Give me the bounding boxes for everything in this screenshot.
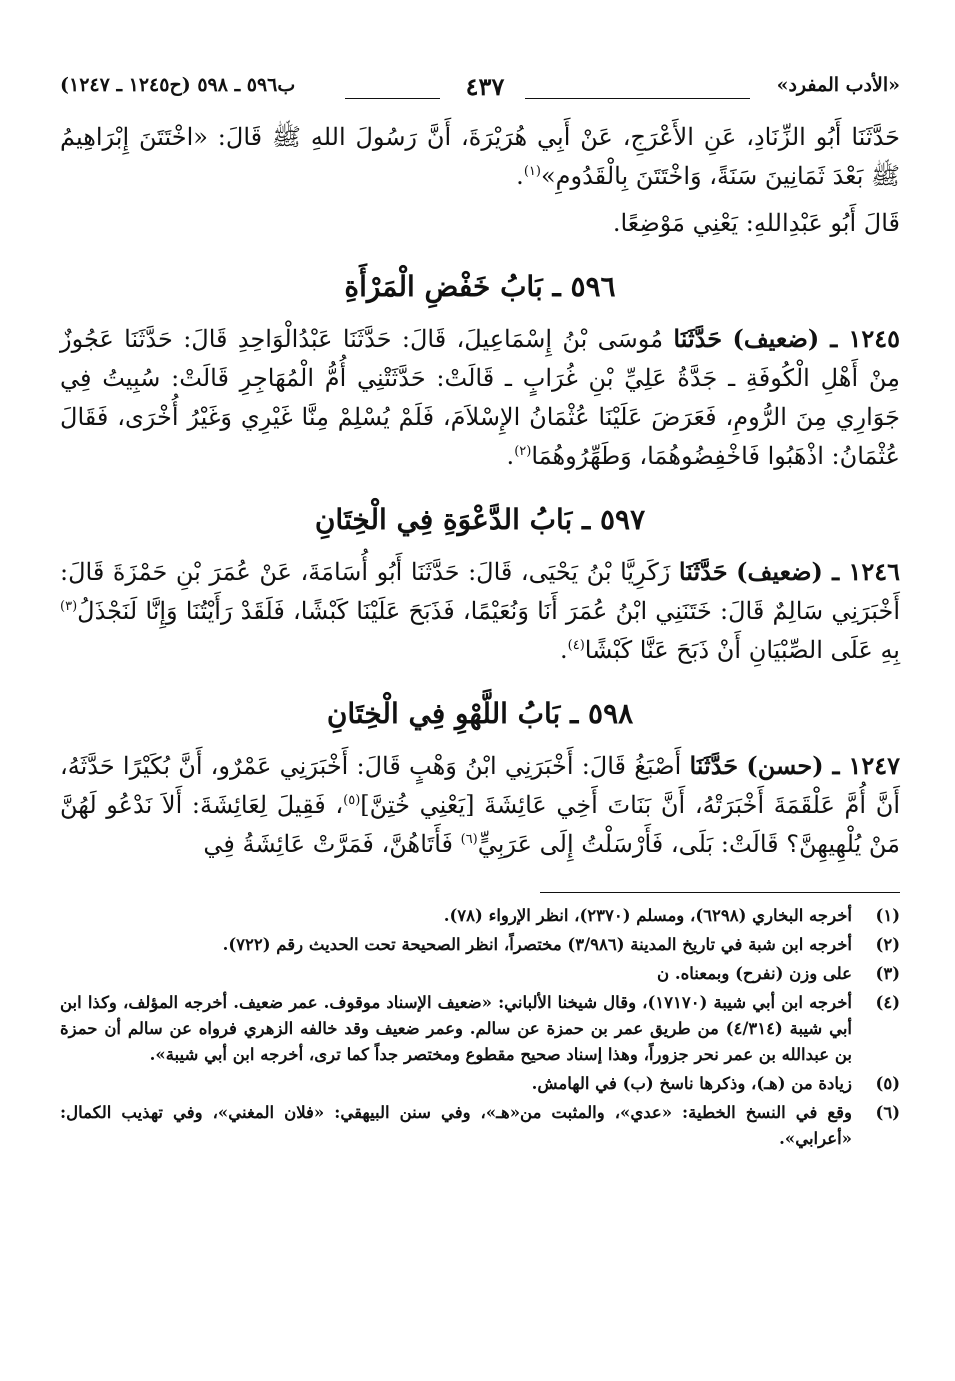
footnote-text: على وزن (نفرح) وبمعناه. ن bbox=[657, 964, 852, 983]
footnote-number: (١) bbox=[875, 906, 900, 925]
footnote-number: (٣) bbox=[875, 964, 900, 983]
book-title: «الأدب المفرد» bbox=[776, 74, 900, 96]
book-page bbox=[60, 68, 900, 1155]
hadith-text: أَصْبَغُ قَالَ: أَخْبَرَنِي ابْنُ وَهْبٍ قَالَ: أَخْبَرَنِي عَمْرٌو، أَنَّ بُكَيْرًا حَدَّثَهُ، أَنَّ أُمَّ عَلْقَمَةَ أَخْبَرَتْهُ، أَنَّ بَنَاتَ أَخِي عَائِشَةَ [يَعْنِي خُتِنَّ] bbox=[60, 752, 900, 819]
footnote-text: وقع في النسخ الخطية: «عدي»، والمثبت من«هـ»، وفي سنن البيهقي: «فلان المغني»، وفي تهذيب الكمال: «أعرابي». bbox=[60, 1103, 852, 1148]
hadith-text: بِهِ عَلَى الصِّبْيَانِ أَنْ ذَبَحَ عَنَّا كَبْشًا bbox=[584, 636, 900, 664]
hadith-number: ١٢٤٦ ـ (ضعيف) bbox=[736, 557, 900, 586]
footnote-number: (٢) bbox=[875, 935, 900, 954]
hadith-paragraph: ١٢٤٥ ـ (ضعيف) حَدَّثَنَا مُوسَى بْنُ إِسْمَاعِيلَ، قَالَ: حَدَّثَنَا عَبْدُالْوَاحِدِ قَالَ: حَدَّثَنَا عَجُوزٌ مِنْ أَهْلِ الْكُوفَةِ ـ جَدَّةُ عَلِيِّ بْنِ غُرَابٍ ـ قَالَتْ: حَدَّثَتْنِي أُمُّ الْمُهَاجِرِ قَالَتْ: سُبِيتُ فِي جَوَارِي مِنَ الرُّومِ، فَعَرَضَ عَلَيْنَا عُثْمَانُ الإِسْلاَمَ، فَلَمْ يُسْلِمْ مِنَّا غَيْرِي وَغَيْرُ أُخْرَى، فَقَالَ عُثْمَانُ: اذْهَبُوا فَاخْفِضُوهُمَا، وَطَهِّرُوهُمَا$^{(٢)}$. bbox=[60, 324, 900, 470]
hadith-opener: حَدَّثَنَا bbox=[689, 751, 739, 780]
page-number: ٤٣٧ bbox=[465, 72, 505, 101]
hadith-text: ، فَقِيلَ لِعَائِشَةَ: أَلاَ نَدْعُو لَهُنَّ مَنْ يُلْهِيهِنَّ؟ قَالَتْ: بَلَى، فَأَرْسَلْتُ إِلَى عَرَبِيٍّ bbox=[60, 791, 900, 858]
footnote-text: أخرجه ابن شبة في تاريخ المدينة (٣/٩٨٦) مختصراً، انظر الصحيحة تحت الحديث رقم (٧٢٢). bbox=[222, 935, 852, 954]
footnote bbox=[60, 961, 900, 987]
section-heading: ٥٩٧ ـ بَابُ الدَّعْوَةِ فِي الْخِتَانِ bbox=[314, 503, 646, 536]
section-heading: ٥٩٦ ـ بَابُ خَفْضِ الْمَرْأَةِ bbox=[344, 270, 616, 303]
footnote bbox=[60, 1071, 900, 1097]
footnote-text: أخرجه البخاري (٦٢٩٨)، ومسلم (٢٣٧٠)، انظر الإرواء (٧٨). bbox=[443, 906, 852, 925]
hadith-text: زَكَرِيَّا بْنُ يَحْيَى، قَالَ: حَدَّثَنَا أَبُو أُسَامَةَ، عَنْ عُمَرَ بْنِ حَمْزَةَ قَالَ: أَخْبَرَنِي سَالِمٌ قَالَ: خَتَنَنِي ابْنُ عُمَرَ أَنَا وَنُعَيْمًا، فَذَبَحَ عَلَيْنَا كَبْشًا، فَلَقَدْ رَأَيْتُنَا وَإِنَّا لَنَجْذَلُ bbox=[60, 558, 900, 625]
hadith-opener: حَدَّثَنَا bbox=[673, 324, 723, 353]
intro-text: حَدَّثَنَا أَبُو الزِّنَادِ، عَنِ الأَعْرَجِ، عَنْ أَبِي هُرَيْرَةَ، أَنَّ رَسُولَ اللهِ ﷺ قَالَ: «اخْتَتَنَ إِبْرَاهِيمُ ﷺ بَعْدَ ثَمَانِينَ سَنَةً، وَاخْتَتَنَ بِالْقَدُومِ» bbox=[60, 123, 900, 190]
footnotes bbox=[60, 903, 900, 1152]
footnote bbox=[60, 990, 900, 1068]
hadith-paragraph bbox=[60, 746, 900, 864]
footnote-ref: (٣) bbox=[60, 599, 78, 614]
footnote-text: أخرجه ابن أبي شيبة (١٧١٧٠)، وقال شيخنا الألباني: «ضعيف الإسناد موقوف. عمر ضعيف. أخرجه المؤلف، وكذا ابن أبي شيبة (٤/٣١٤) من طريق عمر بن حمزة عن سالم. وعمر ضعيف وقد خالفه الزهري فرواه عن سالم أن حمزة بن عبدالله بن عمر نحر جزوراً، وهذا إسناد صحيح مقطوع ومختصر جداً كما ترى، أخرجه ابن أبي شيبة». bbox=[60, 993, 852, 1064]
hadith-number: ١٢٤٧ ـ (حسن) bbox=[746, 751, 901, 780]
footnote-ref: (٦) bbox=[460, 832, 478, 847]
footnote-number: (٦) bbox=[875, 1103, 900, 1122]
main-text bbox=[60, 118, 900, 864]
hadith-number: ١٢٤٥ ـ (ضعيف) bbox=[732, 324, 900, 353]
footnote-ref: (٥) bbox=[343, 793, 361, 808]
hadith-paragraph: ١٢٤٦ ـ (ضعيف) حَدَّثَنَا زَكَرِيَّا بْنُ يَحْيَى، قَالَ: حَدَّثَنَا أَبُو أُسَامَةَ، عَنْ عُمَرَ بْنِ حَمْزَةَ قَالَ: أَخْبَرَنِي سَالِمٌ قَالَ: خَتَنَنِي ابْنُ عُمَرَ أَنَا وَنُعَيْمًا، فَذَبَحَ عَلَيْنَا كَبْشًا، فَلَقَدْ رَأَيْتُنَا وَإِنَّا لَنَجْذَلُ$^{(٣)}$ بِهِ عَلَى الصِّبْيَانِ أَنْ ذَبَحَ عَنَّا كَبْشًا$^{(٤)}$. bbox=[60, 557, 900, 664]
header-rule bbox=[345, 98, 440, 99]
hadith-opener: حَدَّثَنَا bbox=[678, 557, 728, 586]
footnote-ref: (٢) bbox=[514, 444, 532, 459]
hadith-text: فَأَتَاهُنَّ، فَمَرَّتْ عَائِشَةُ فِي bbox=[203, 830, 461, 858]
page-header bbox=[60, 68, 900, 108]
footnote-number: (٥) bbox=[875, 1074, 900, 1093]
footnote-separator bbox=[540, 892, 900, 893]
footnote bbox=[60, 932, 900, 958]
footnote bbox=[60, 903, 900, 929]
footnote-ref: (٤) bbox=[567, 638, 585, 653]
footnote-ref: (١) bbox=[523, 164, 541, 179]
section-heading: ٥٩٨ ـ بَابُ اللَّهْوِ فِي الْخِتَانِ bbox=[326, 697, 634, 730]
header-rule bbox=[525, 98, 750, 99]
chapter-range: ب٥٩٦ ـ ٥٩٨ (ح١٢٤٥ ـ ١٢٤٧) bbox=[60, 74, 296, 96]
footnote bbox=[60, 1100, 900, 1152]
intro-note: قَالَ أَبُو عَبْدِاللهِ: يَعْنِي مَوْضِعًا. bbox=[612, 209, 900, 237]
intro-paragraph: حَدَّثَنَا أَبُو الزِّنَادِ، عَنِ الأَعْرَجِ، عَنْ أَبِي هُرَيْرَةَ، أَنَّ رَسُولَ اللهِ ﷺ قَالَ: «اخْتَتَنَ إِبْرَاهِيمُ ﷺ بَعْدَ ثَمَانِينَ سَنَةً، وَاخْتَتَنَ بِالْقَدُومِ»$^{(١)}$. bbox=[60, 123, 900, 190]
footnote-text: زيادة من (هـ)، وذكرها ناسخ (ب) في الهامش. bbox=[531, 1074, 852, 1093]
footnote-number: (٤) bbox=[875, 993, 900, 1012]
hadith-text: مُوسَى بْنُ إِسْمَاعِيلَ، قَالَ: حَدَّثَنَا عَبْدُالْوَاحِدِ قَالَ: حَدَّثَنَا عَجُوزٌ مِنْ أَهْلِ الْكُوفَةِ ـ جَدَّةُ عَلِيِّ بْنِ غُرَابٍ ـ قَالَتْ: حَدَّثَتْنِي أُمُّ الْمُهَاجِرِ قَالَتْ: سُبِيتُ فِي جَوَارِي مِنَ الرُّومِ، فَعَرَضَ عَلَيْنَا عُثْمَانُ الإِسْلاَمَ، فَلَمْ يُسْلِمْ مِنَّا غَيْرِي وَغَيْرُ أُخْرَى، فَقَالَ عُثْمَانُ: اذْهَبُوا فَاخْفِضُوهُمَا، وَطَهِّرُوهُمَا bbox=[60, 325, 900, 470]
